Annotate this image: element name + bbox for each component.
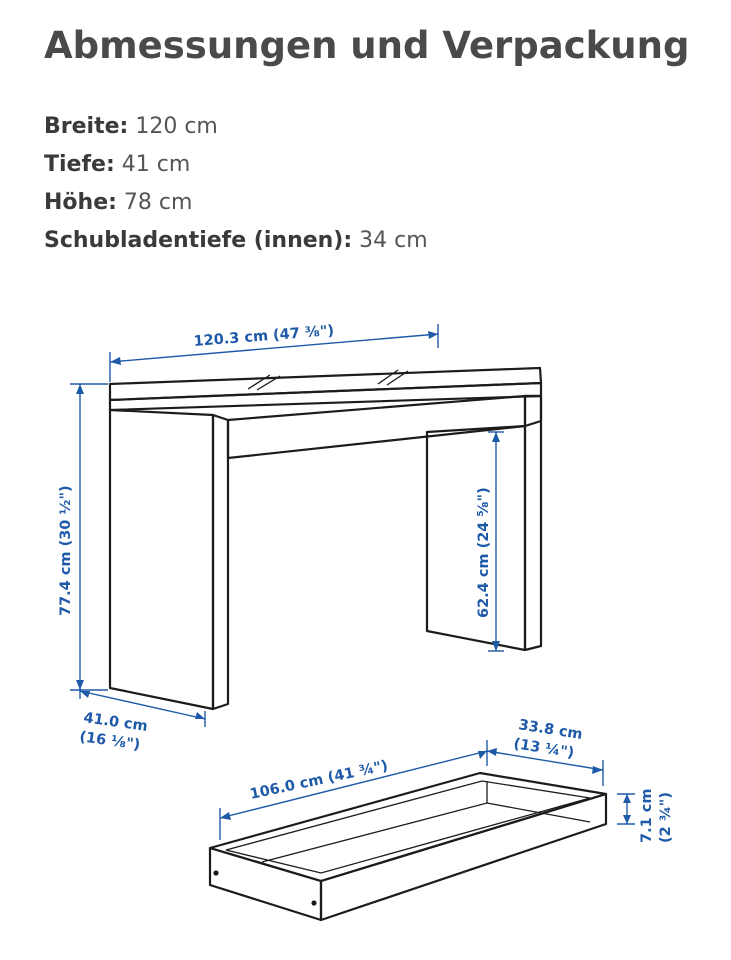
- drawer-depth-label-in: (13 ¼"): [512, 736, 576, 762]
- spec-label-width: Breite:: [44, 114, 129, 139]
- spec-value-width: 120 cm: [135, 114, 218, 139]
- desk-depth-label-in: (16 ⅛"): [78, 729, 142, 754]
- desk-depth-label-cm: 41.0 cm: [82, 710, 149, 735]
- desk-right-top-block: [525, 396, 541, 426]
- desk-apron-underside: [228, 396, 525, 420]
- spec-value-drawer-depth: 34 cm: [359, 228, 428, 253]
- desk-height-label: 77.4 cm (30 ½"): [58, 485, 74, 616]
- desk-left-leg: [110, 410, 213, 709]
- drawer-height-dimension: [617, 789, 674, 843]
- page-title: Abmessungen und Verpackung: [44, 24, 690, 67]
- dimension-specs-list: [44, 108, 428, 260]
- desk-right-leg-side: [525, 396, 541, 650]
- desk-top-surface: [110, 368, 541, 400]
- drawer-depth-dimension: [487, 717, 603, 786]
- desk-leg-clearance-dimension: [476, 432, 504, 651]
- spec-label-depth: Tiefe:: [44, 152, 115, 177]
- spec-row-drawer-depth: [44, 222, 428, 260]
- glass-reflection: [378, 370, 398, 384]
- desk-leg-clearance-label: 62.4 cm (24 ⁵⁄₈"): [476, 487, 492, 618]
- desk-left-leg-side: [213, 415, 228, 709]
- desk-apron-bottom: [228, 426, 525, 458]
- dimension-diagram: [0, 300, 731, 960]
- screw-hole: [311, 900, 316, 905]
- spec-row-depth: [44, 146, 428, 184]
- spec-row-height: [44, 184, 428, 222]
- spec-value-depth: 41 cm: [121, 152, 191, 177]
- drawer-width-label: 106.0 cm (41 ¾"): [248, 758, 390, 803]
- drawer-left-face: [210, 848, 321, 920]
- drawer-height-label-in: (2 ¾"): [658, 792, 674, 843]
- spec-value-height: 78 cm: [123, 190, 193, 215]
- desk-height-dimension: [58, 384, 108, 690]
- drawer-height-label-cm: 7.1 cm: [639, 788, 655, 843]
- screw-hole: [213, 870, 218, 875]
- desk-front-apron: [110, 383, 541, 410]
- glass-reflection: [248, 375, 270, 389]
- spec-label-height: Höhe:: [44, 190, 117, 215]
- desk-width-label: 120.3 cm (47 ³⁄₈"): [193, 322, 335, 350]
- drawer-depth-label-cm: 33.8 cm: [517, 717, 584, 744]
- spec-label-drawer-depth: Schubladentiefe (innen):: [44, 228, 353, 253]
- spec-row-width: [44, 108, 428, 146]
